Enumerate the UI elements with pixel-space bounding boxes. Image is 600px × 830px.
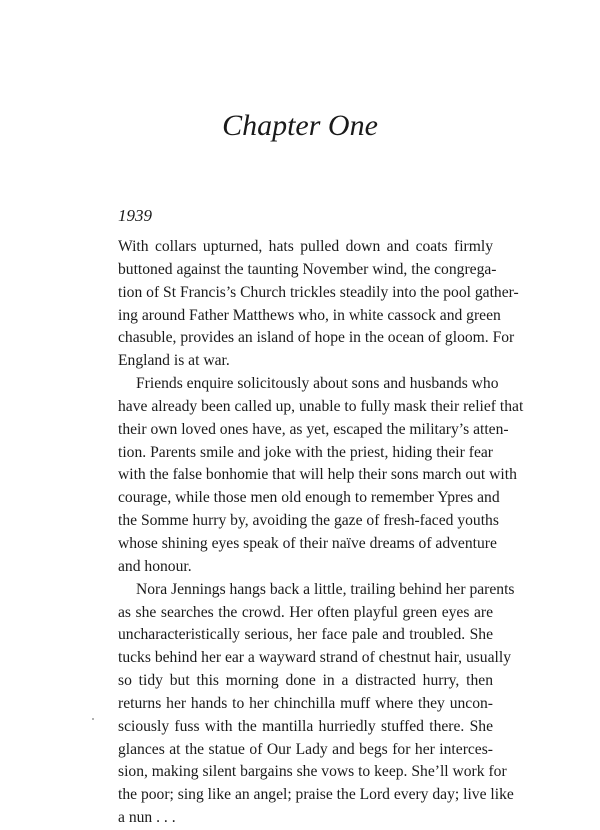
scan-speck [92,718,94,720]
text-line: have already been called up, unable to fully mask their relief that [118,397,524,415]
text-line: whose shining eyes speak of their naïve dreams of adventure [118,534,497,552]
text-line: returns her hands to her chinchilla muff where they uncon- [118,694,493,712]
text-line: uncharacteristically serious, her face pale and troubled. She [118,626,493,644]
text-line: England is at war. [118,352,230,370]
text-line: and honour. [118,557,192,575]
text-line: glances at the statue of Our Lady and begs for her interces- [118,740,493,758]
text-line: Friends enquire solicitously about sons and husbands who [136,375,499,393]
text-line: courage, while those men old enough to remember Ypres and [118,489,500,507]
text-line: their own loved ones have, as yet, escaped the military’s atten- [118,420,509,438]
text-line: the Somme hurry by, avoiding the gaze of fresh-faced youths [118,512,499,530]
text-line: so tidy but this morning done in a distracted hurry, then [118,672,493,690]
paragraph [118,236,519,373]
paragraph [118,579,515,830]
text-line: with the false bonhomie that will help their sons march out with [118,466,517,484]
paragraph [118,373,524,579]
text-line: the poor; sing like an angel; praise the Lord every day; live like [118,786,514,804]
text-line: ing around Father Matthews who, in white cassock and green [118,306,501,324]
text-line: Nora Jennings hangs back a little, trailing behind her parents [136,580,515,598]
text-line: tion. Parents smile and joke with the priest, hiding their fear [118,443,493,461]
body-text [118,236,524,830]
text-line: buttoned against the taunting November wind, the congrega- [118,260,497,278]
text-line: sion, making silent bargains she vows to keep. She’ll work for [118,763,507,781]
chapter-title: Chapter One [222,109,378,142]
section-year: 1939 [118,206,152,225]
text-line: tion of St Francis’s Church trickles steadily into the pool gather- [118,283,519,301]
text-line: as she searches the crowd. Her often playful green eyes are [118,603,493,621]
text-line: sciously fuss with the mantilla hurriedly stuffed there. She [118,717,493,735]
text-line: chasuble, provides an island of hope in the ocean of gloom. For [118,329,515,347]
text-line: tucks behind her ear a wayward strand of chestnut hair, usually [118,649,511,667]
text-line: a nun . . . [118,809,176,827]
text-line: With collars upturned, hats pulled down and coats firmly [118,238,493,255]
